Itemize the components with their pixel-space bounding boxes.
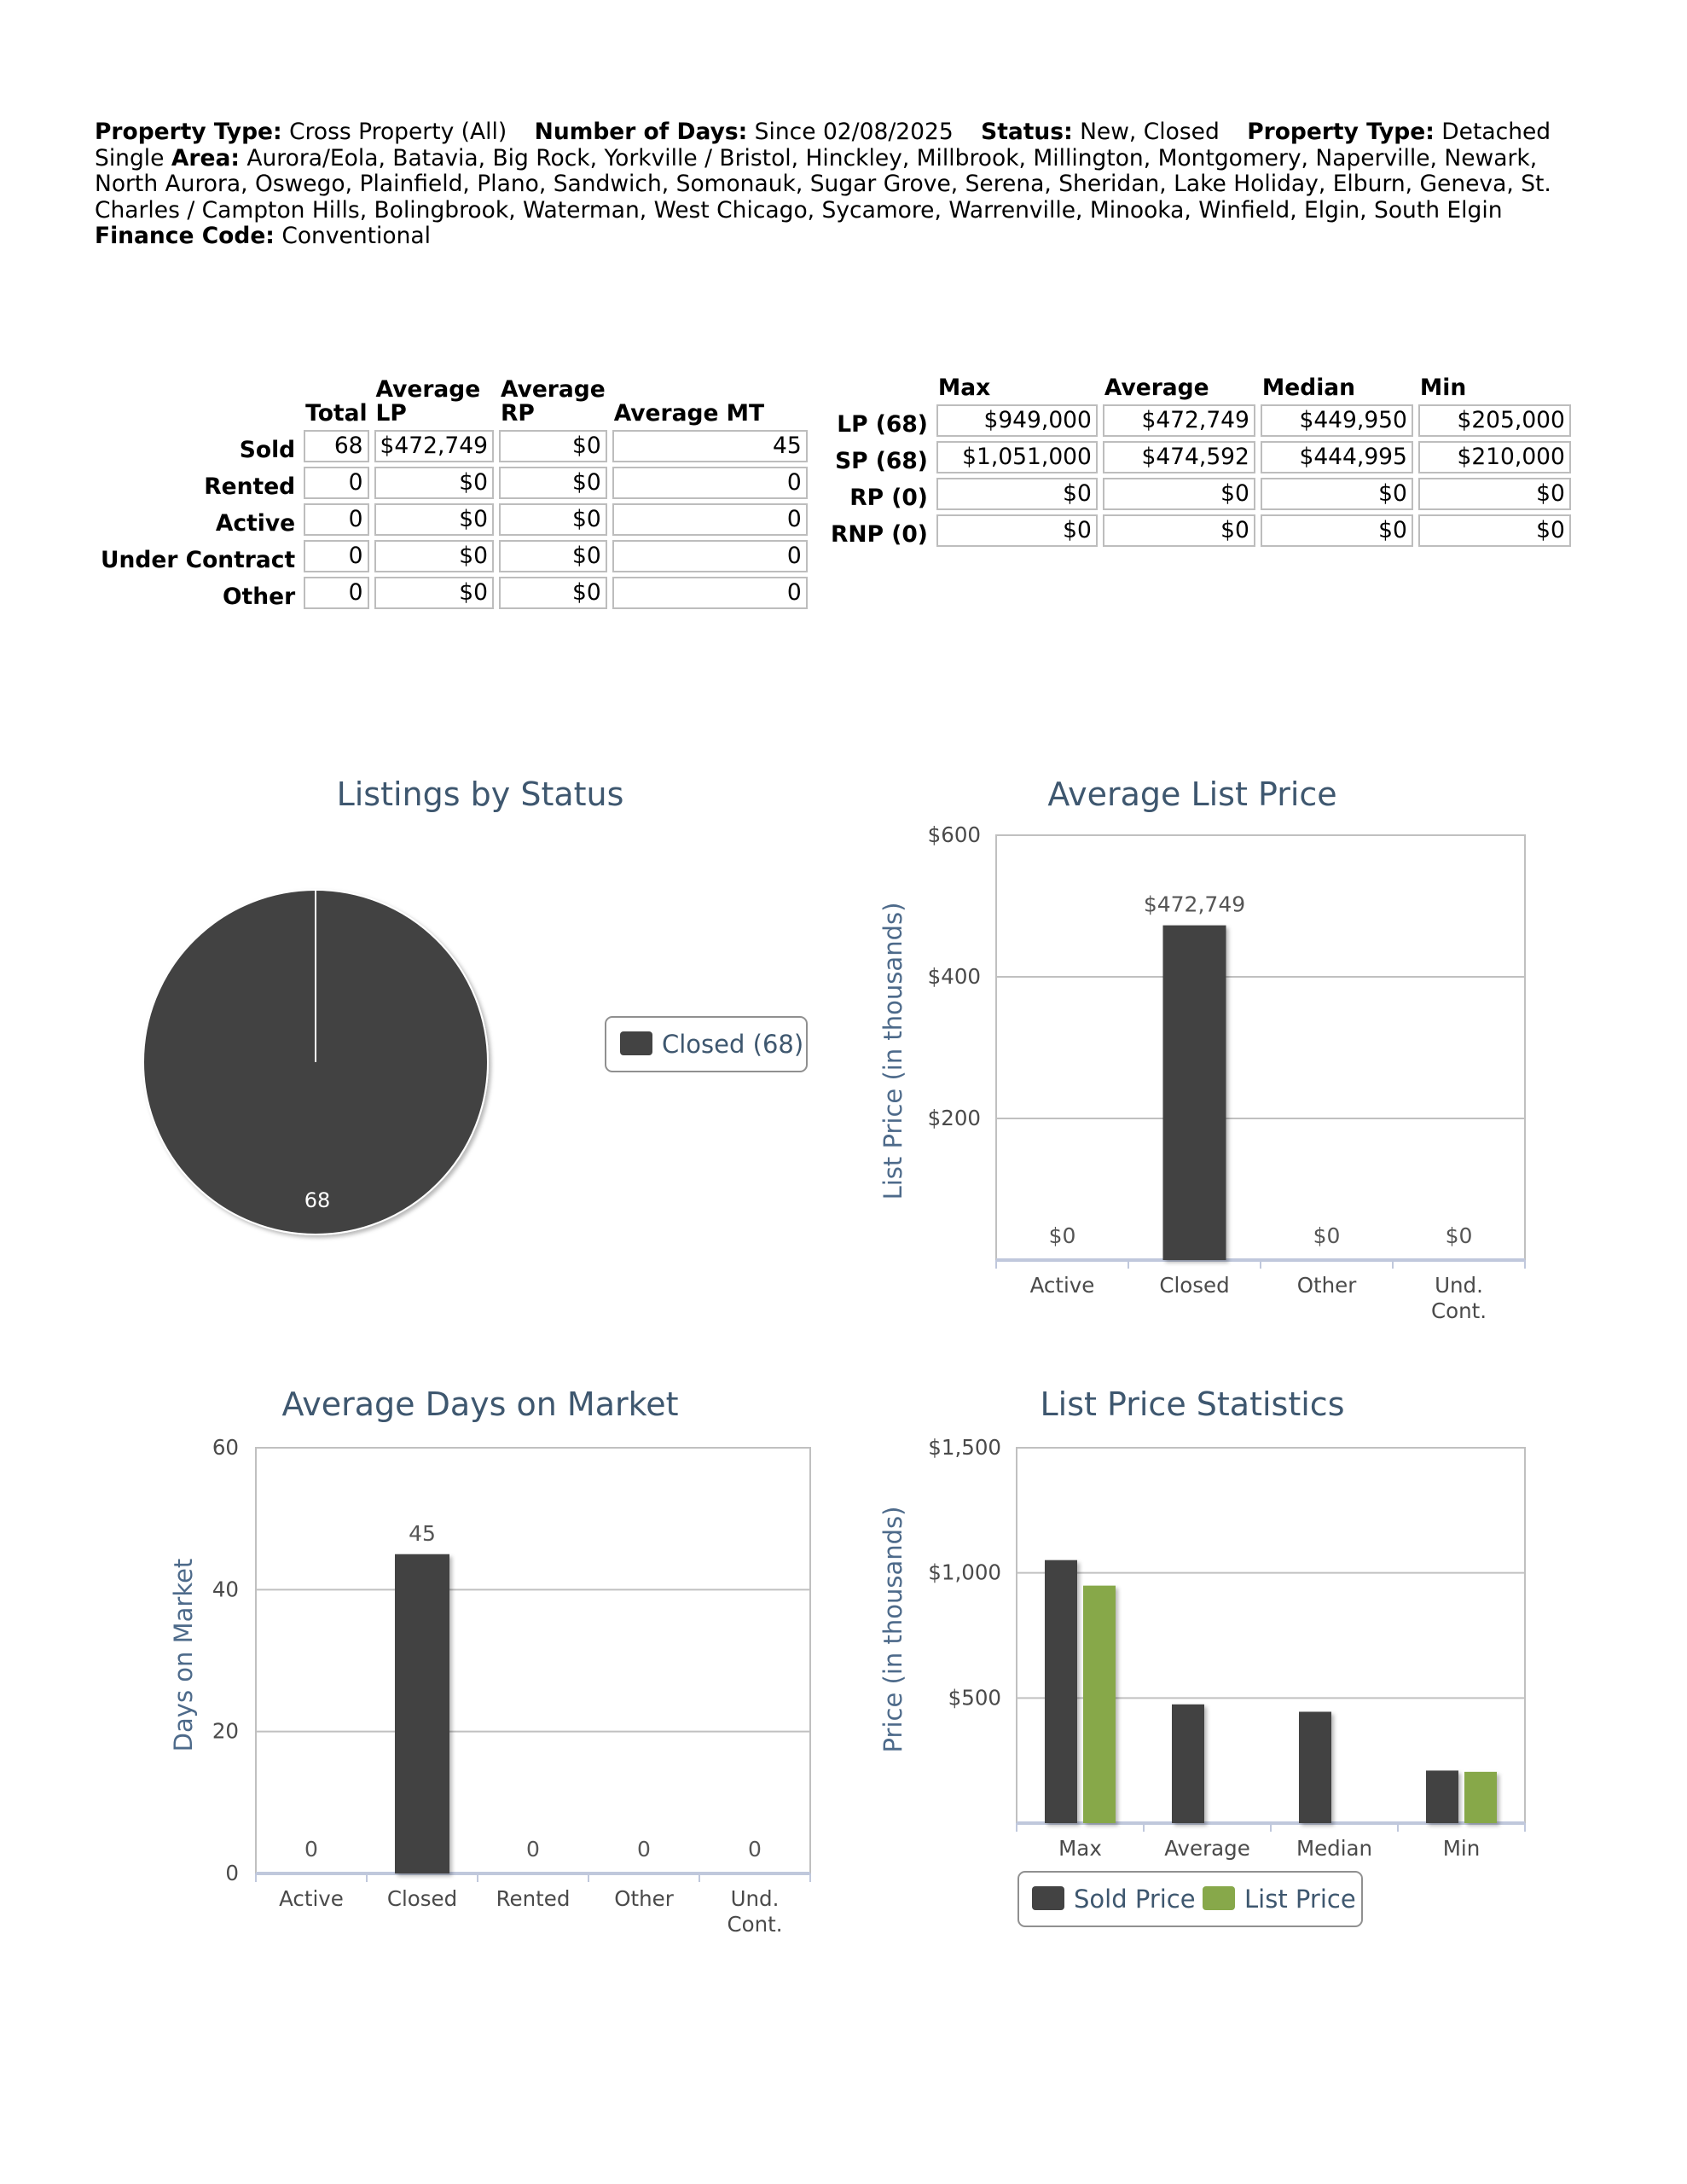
list-price-stats-category-label: Average bbox=[1164, 1836, 1250, 1861]
list-price-stats-ylabel: Price (in thousands) bbox=[878, 1506, 907, 1753]
summary-cell-average-lp: $0 bbox=[374, 540, 494, 572]
summary-cell-average-rp: $0 bbox=[499, 430, 607, 462]
avg-list-price-ylabel: List Price (in thousands) bbox=[878, 902, 907, 1200]
avg-list-price-ytick-label: $600 bbox=[927, 822, 981, 847]
price-cell-max: $949,000 bbox=[936, 404, 1098, 437]
avg-dom-ytick-label: 40 bbox=[212, 1577, 239, 1602]
list-price-stats-bar-average-sold-price bbox=[1172, 1705, 1204, 1823]
avg-list-price-title: Average List Price bbox=[1047, 775, 1337, 813]
avg-dom-ytick-label: 60 bbox=[212, 1435, 239, 1460]
summary-cell-average-lp: $0 bbox=[374, 467, 494, 499]
summary-cell-total: 0 bbox=[304, 577, 368, 609]
price-cell-min: $0 bbox=[1418, 514, 1571, 547]
list-price-stats-bar-min-list-price bbox=[1464, 1772, 1497, 1823]
pie-data-label: 68 bbox=[304, 1188, 331, 1212]
avg-dom-category-label: Rented bbox=[496, 1886, 571, 1911]
stats-legend-label-sold: Sold Price bbox=[1074, 1885, 1196, 1914]
summary-row-label: Active bbox=[215, 510, 296, 537]
finance-label: Finance Code: bbox=[95, 223, 275, 249]
list-price-stats-bar-max-list-price bbox=[1083, 1586, 1116, 1823]
price-cell-average: $0 bbox=[1103, 478, 1255, 510]
summary-header-avg-mt: Average MT bbox=[613, 400, 765, 427]
summary-cell-average-rp: $0 bbox=[499, 540, 607, 572]
property-type-value: Cross Property (All) bbox=[289, 119, 507, 145]
pie-chart bbox=[143, 890, 488, 1234]
avg-list-price-data-label: $0 bbox=[1048, 1223, 1076, 1248]
property-type-label: Property Type: bbox=[95, 119, 282, 145]
price-cell-median: $0 bbox=[1261, 478, 1413, 510]
price-cell-average: $0 bbox=[1103, 514, 1255, 547]
summary-cell-average-rp: $0 bbox=[499, 503, 607, 536]
avg-dom-chart bbox=[212, 1435, 810, 1937]
pie-chart-title: Listings by Status bbox=[336, 775, 624, 813]
price-header-max: Max bbox=[937, 375, 991, 401]
list-price-stats-category-label: Min bbox=[1442, 1836, 1481, 1861]
list-price-stats-category-label: Max bbox=[1058, 1836, 1102, 1861]
avg-dom-category-label: Active bbox=[279, 1886, 344, 1911]
avg-dom-data-label: 0 bbox=[748, 1837, 762, 1862]
avg-list-price-data-label: $0 bbox=[1313, 1223, 1341, 1248]
list-price-stats-ytick-label: $1,500 bbox=[928, 1435, 1001, 1460]
summary-row-label: Under Contract bbox=[101, 547, 296, 573]
summary-cell-total: 0 bbox=[304, 540, 368, 572]
price-cell-max: $0 bbox=[936, 478, 1098, 510]
summary-cell-average-mt: 0 bbox=[612, 540, 808, 572]
days-label: Number of Days: bbox=[534, 119, 748, 145]
list-price-stats-bar-max-sold-price bbox=[1045, 1560, 1077, 1823]
avg-list-price-data-label: $0 bbox=[1445, 1223, 1473, 1248]
price-cell-max: $1,051,000 bbox=[936, 441, 1098, 473]
days-value: Since 02/08/2025 bbox=[754, 119, 954, 145]
price-cell-min: $0 bbox=[1418, 478, 1571, 510]
avg-list-price-data-label: $472,749 bbox=[1143, 892, 1246, 917]
finance-value: Conventional bbox=[281, 223, 432, 249]
area-value: Aurora/Eola, Batavia, Big Rock, Yorkville / Bristol, Hinckley, Millbrook, Millington, Montgomery, Naperville, Newark, North Aurora, Oswego, Plainfield, Plano, Sandwich, Somonauk, Sugar Grove, Serena, Sheridan, Lake Holiday, Elburn, Geneva, St. Charles / Campton Hills, Bolingbrook, Waterman, West Chicago, Sycamore, Warrenville, Minooka, Winfield, Elgin, South Elgin bbox=[95, 144, 1551, 224]
stats-legend-label-list: List Price bbox=[1244, 1885, 1356, 1914]
price-row-label: RP (0) bbox=[849, 485, 928, 511]
price-cell-max: $0 bbox=[936, 514, 1098, 547]
avg-list-price-chart bbox=[928, 822, 1525, 1323]
stats-legend-swatch-sold bbox=[1032, 1886, 1064, 1910]
avg-dom-title: Average Days on Market bbox=[281, 1385, 679, 1423]
summary-cell-average-rp: $0 bbox=[499, 467, 607, 499]
price-cell-median: $0 bbox=[1261, 514, 1413, 547]
avg-dom-data-label: 0 bbox=[526, 1837, 540, 1862]
stats-legend-swatch-list bbox=[1203, 1886, 1235, 1910]
summary-row-label: Other bbox=[223, 584, 296, 610]
avg-list-price-category-label: Active bbox=[1029, 1273, 1095, 1298]
area-label: Area: bbox=[171, 144, 240, 171]
avg-dom-ylabel: Days on Market bbox=[169, 1558, 198, 1752]
summary-cell-average-lp: $0 bbox=[374, 503, 494, 536]
list-price-stats-ytick-label: $1,000 bbox=[928, 1560, 1001, 1585]
avg-list-price-ytick-label: $200 bbox=[927, 1106, 981, 1130]
summary-row-label: Rented bbox=[204, 473, 296, 500]
avg-dom-category-label: Other bbox=[614, 1886, 674, 1911]
avg-dom-data-label: 0 bbox=[304, 1837, 318, 1862]
summary-cell-total: 68 bbox=[304, 430, 368, 462]
summary-cell-total: 0 bbox=[304, 467, 368, 499]
summary-cell-average-mt: 45 bbox=[612, 430, 808, 462]
price-row-label: RNP (0) bbox=[831, 521, 928, 548]
avg-dom-data-label: 45 bbox=[409, 1520, 436, 1546]
avg-dom-bar-closed bbox=[395, 1554, 449, 1873]
pie-legend bbox=[606, 1017, 807, 1072]
summary-header-avg-rp: Average RP bbox=[501, 376, 606, 427]
price-header-min: Min bbox=[1419, 375, 1467, 401]
avg-dom-category-label: Und. Cont. bbox=[727, 1886, 783, 1937]
price-cell-median: $449,950 bbox=[1261, 404, 1413, 437]
price-row-label: LP (68) bbox=[837, 411, 928, 438]
avg-dom-plot-frame bbox=[256, 1448, 810, 1873]
list-price-stats-bar-min-sold-price bbox=[1426, 1770, 1458, 1823]
property-type2-value: Detached Single bbox=[95, 119, 1551, 171]
price-cell-median: $444,995 bbox=[1261, 441, 1413, 473]
list-price-stats-chart bbox=[928, 1435, 1525, 1861]
summary-cell-average-mt: 0 bbox=[612, 577, 808, 609]
avg-dom-ytick-label: 20 bbox=[212, 1718, 239, 1744]
list-price-stats-title: List Price Statistics bbox=[1040, 1385, 1345, 1423]
avg-list-price-bar-closed bbox=[1163, 926, 1226, 1260]
price-row-label: SP (68) bbox=[835, 448, 928, 474]
summary-cell-average-mt: 0 bbox=[612, 503, 808, 536]
avg-list-price-ytick-label: $400 bbox=[927, 964, 981, 989]
summary-cell-average-mt: 0 bbox=[612, 467, 808, 499]
price-cell-min: $210,000 bbox=[1418, 441, 1571, 473]
price-header-median: Median bbox=[1261, 375, 1356, 401]
avg-dom-ytick-label: 0 bbox=[225, 1861, 239, 1885]
avg-dom-category-label: Closed bbox=[386, 1886, 458, 1911]
price-cell-average: $472,749 bbox=[1103, 404, 1255, 437]
status-value: New, Closed bbox=[1080, 119, 1220, 145]
avg-dom-data-label: 0 bbox=[637, 1837, 651, 1862]
summary-cell-total: 0 bbox=[304, 503, 368, 536]
avg-list-price-category-label: Closed bbox=[1159, 1273, 1230, 1298]
price-header-average: Average bbox=[1104, 375, 1209, 401]
pie-legend-label: Closed (68) bbox=[662, 1030, 804, 1059]
avg-list-price-category-label: Und. Cont. bbox=[1430, 1273, 1487, 1323]
list-price-stats-legend bbox=[1018, 1872, 1362, 1926]
avg-list-price-category-label: Other bbox=[1296, 1273, 1357, 1298]
summary-row-label: Sold bbox=[239, 437, 296, 463]
summary-cell-average-rp: $0 bbox=[499, 577, 607, 609]
summary-cell-average-lp: $0 bbox=[374, 577, 494, 609]
summary-header-total: Total bbox=[305, 400, 368, 427]
status-label: Status: bbox=[981, 119, 1073, 145]
list-price-stats-category-label: Median bbox=[1296, 1836, 1373, 1861]
list-price-stats-bar-median-sold-price bbox=[1299, 1711, 1331, 1823]
price-cell-min: $205,000 bbox=[1418, 404, 1571, 437]
pie-legend-swatch bbox=[620, 1031, 652, 1055]
price-cell-average: $474,592 bbox=[1103, 441, 1255, 473]
list-price-stats-ytick-label: $500 bbox=[948, 1685, 1001, 1711]
property-type2-label: Property Type: bbox=[1247, 119, 1435, 145]
avg-list-price-plot-frame bbox=[996, 835, 1525, 1260]
summary-cell-average-lp: $472,749 bbox=[374, 430, 494, 462]
summary-header-avg-lp: Average LP bbox=[375, 376, 481, 427]
